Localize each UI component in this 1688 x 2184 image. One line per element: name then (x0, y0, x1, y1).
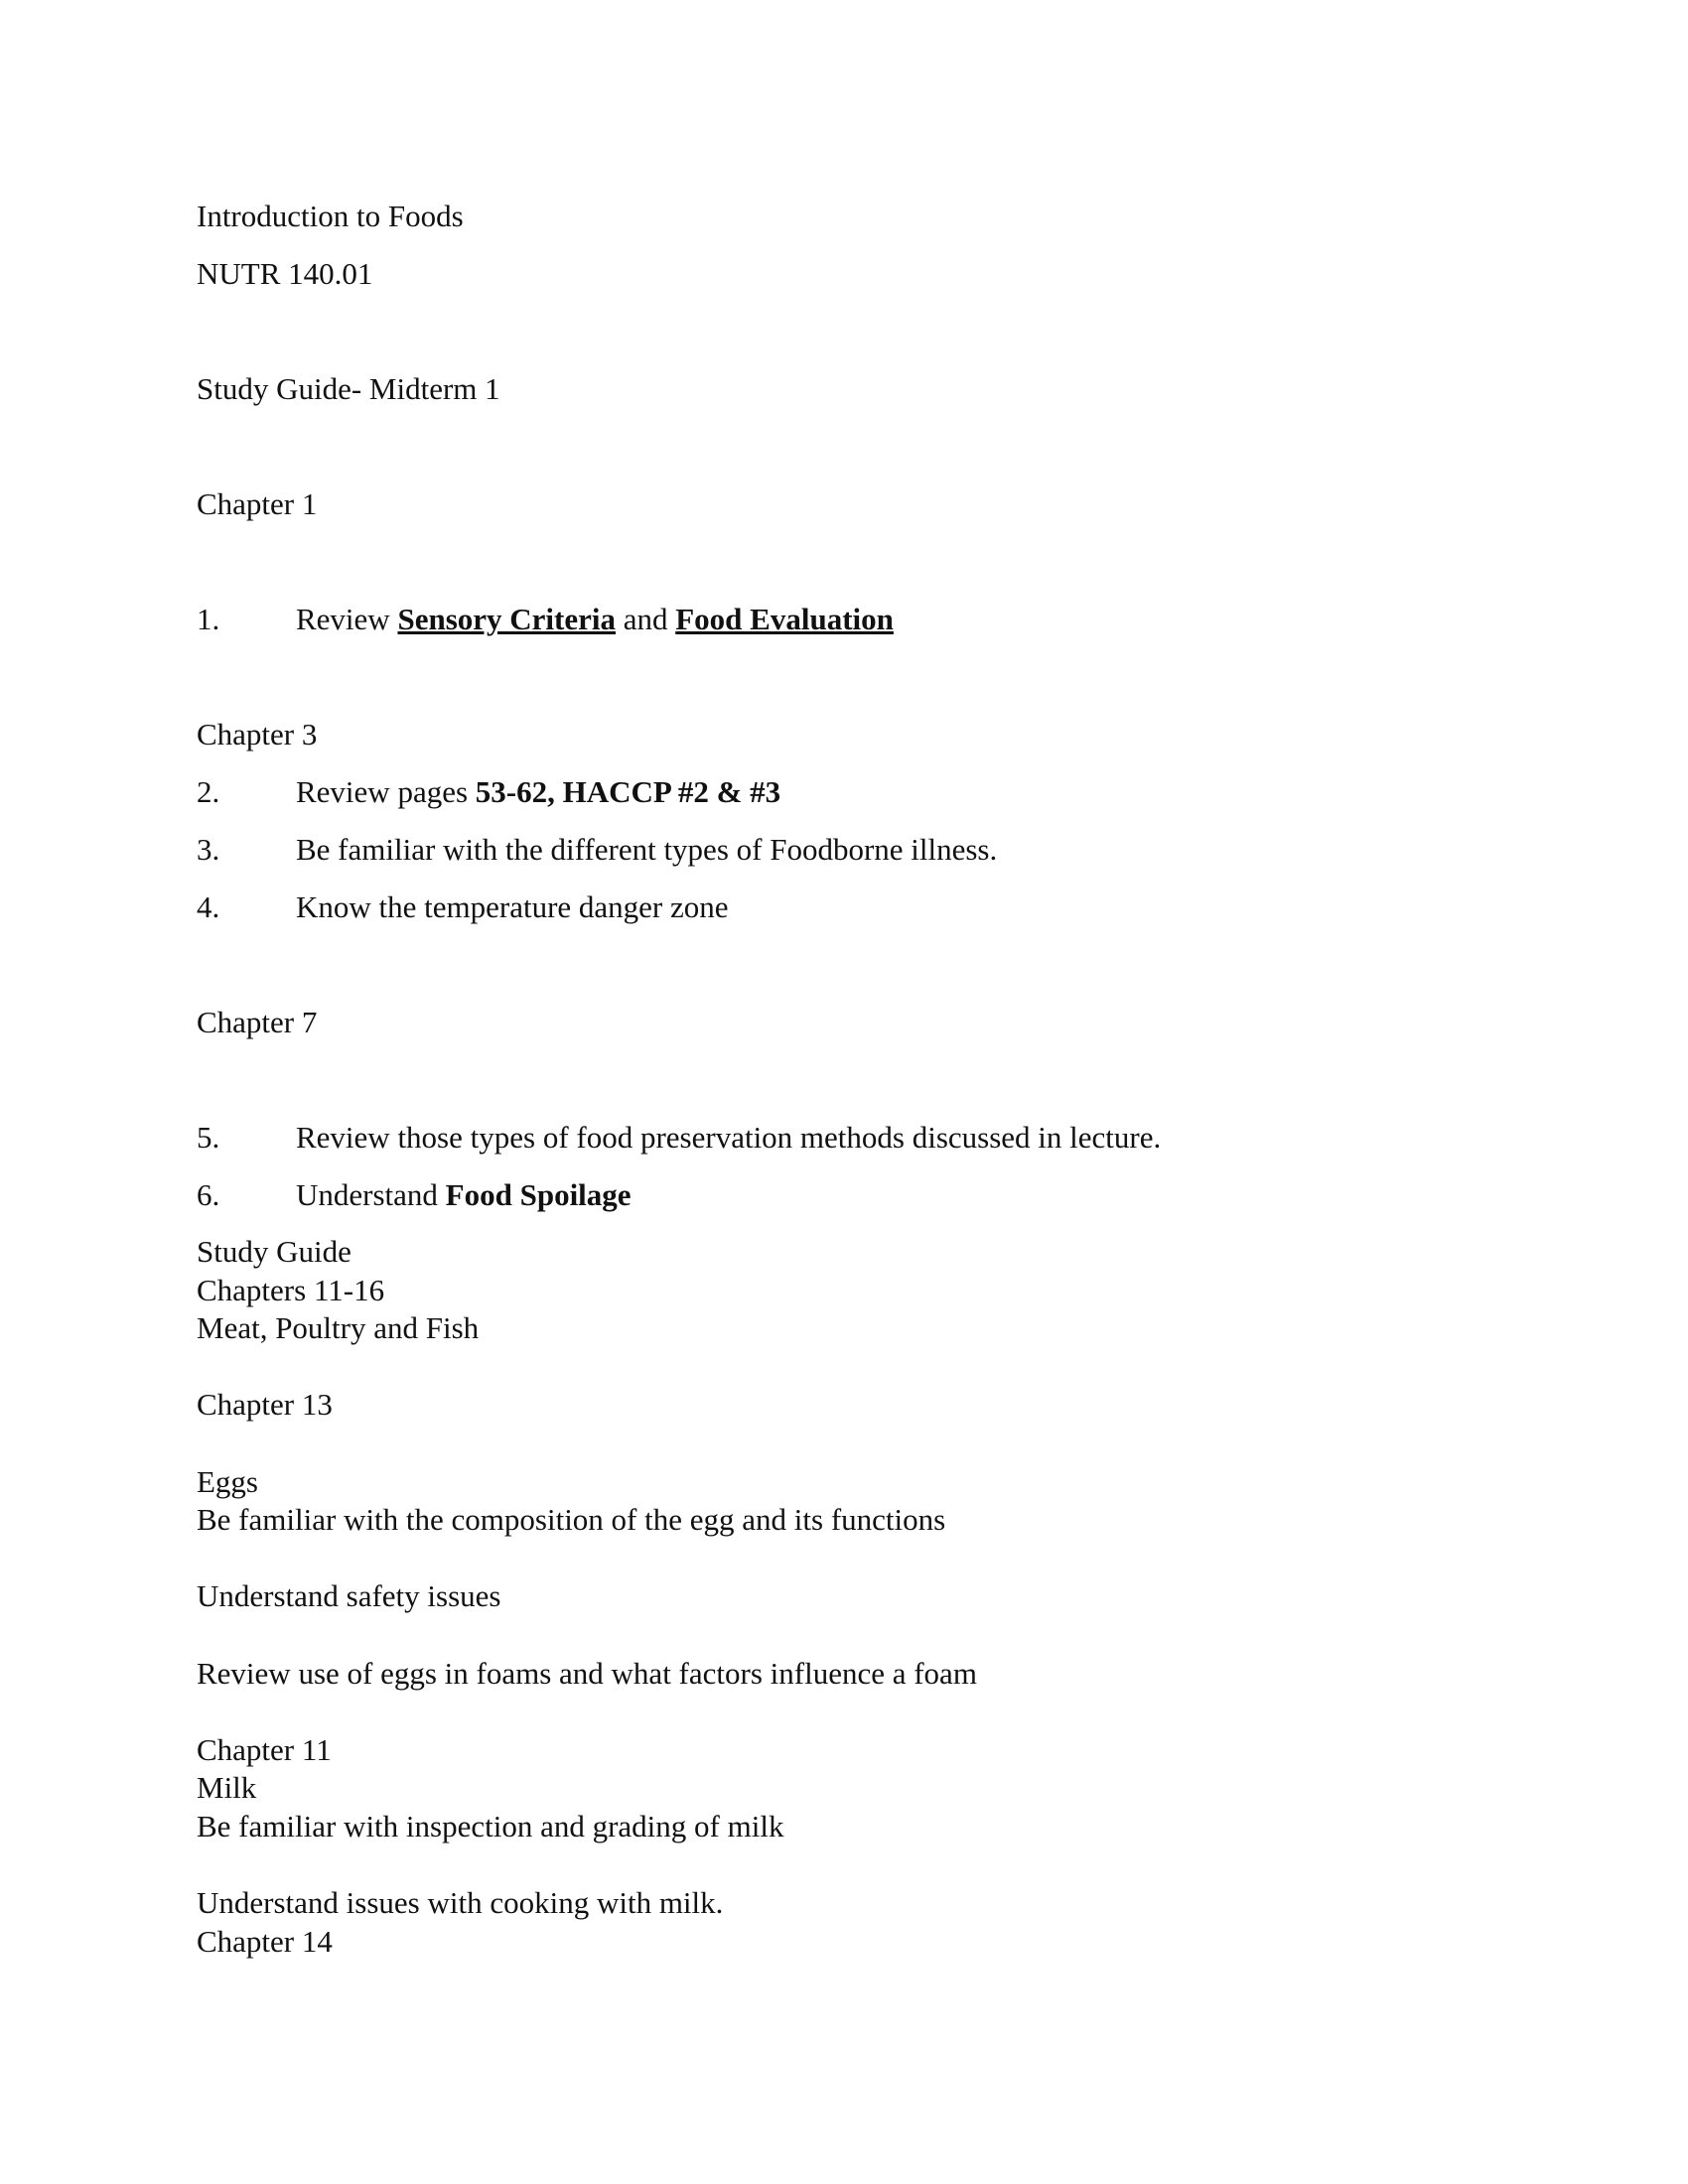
eggs-topic: Eggs (197, 1464, 258, 1499)
item-3: Be familiar with the different types of Foodborne illness. (296, 832, 998, 867)
item-2-text-pre: Review pages (296, 774, 476, 809)
item-3-number: 3. (197, 832, 220, 867)
item-1-text-mid: and (615, 602, 676, 636)
item-1-number: 1. (197, 602, 220, 636)
item-1-text-pre: Review (296, 602, 398, 636)
milk-grading-line: Be familiar with inspection and grading of milk (197, 1809, 784, 1843)
item-4-number: 4. (197, 889, 220, 924)
chapters-range: Chapters 11-16 (197, 1273, 385, 1307)
item-2-number: 2. (197, 774, 220, 809)
item-6-number: 6. (197, 1177, 220, 1212)
item-1 (296, 602, 894, 637)
item-6-text-pre: Understand (296, 1177, 446, 1212)
food-spoilage-emphasis: Food Spoilage (445, 1177, 632, 1212)
item-2 (296, 774, 780, 810)
chapter-11-heading: Chapter 11 (197, 1732, 332, 1767)
milk-topic: Milk (197, 1770, 257, 1805)
eggs-safety-line: Understand safety issues (197, 1578, 501, 1613)
chapter-7-heading: Chapter 7 (197, 1005, 318, 1039)
chapter-13-heading: Chapter 13 (197, 1387, 333, 1422)
item-6 (296, 1177, 632, 1213)
meat-poultry-fish-subtitle: Meat, Poultry and Fish (197, 1310, 480, 1345)
eggs-foams-line: Review use of eggs in foams and what factors influence a foam (197, 1656, 977, 1691)
course-title: Introduction to Foods (197, 199, 464, 233)
item-4: Know the temperature danger zone (296, 889, 729, 924)
eggs-composition-line: Be familiar with the composition of the egg and its functions (197, 1502, 946, 1537)
study-guide-title: Study Guide (197, 1234, 352, 1269)
sensory-criteria-emphasis: Sensory Criteria (397, 602, 616, 636)
item-5-number: 5. (197, 1120, 220, 1155)
chapter-14-heading: Chapter 14 (197, 1924, 333, 1959)
guide-title: Study Guide- Midterm 1 (197, 371, 500, 406)
milk-cooking-line: Understand issues with cooking with milk. (197, 1885, 724, 1920)
food-evaluation-emphasis: Food Evaluation (675, 602, 894, 636)
item-5: Review those types of food preservation methods discussed in lecture. (296, 1120, 1162, 1155)
item-2-pages-emphasis: 53-62, HACCP #2 & #3 (475, 774, 781, 809)
chapter-1-heading: Chapter 1 (197, 486, 318, 521)
chapter-3-heading: Chapter 3 (197, 717, 318, 751)
course-code: NUTR 140.01 (197, 256, 373, 291)
